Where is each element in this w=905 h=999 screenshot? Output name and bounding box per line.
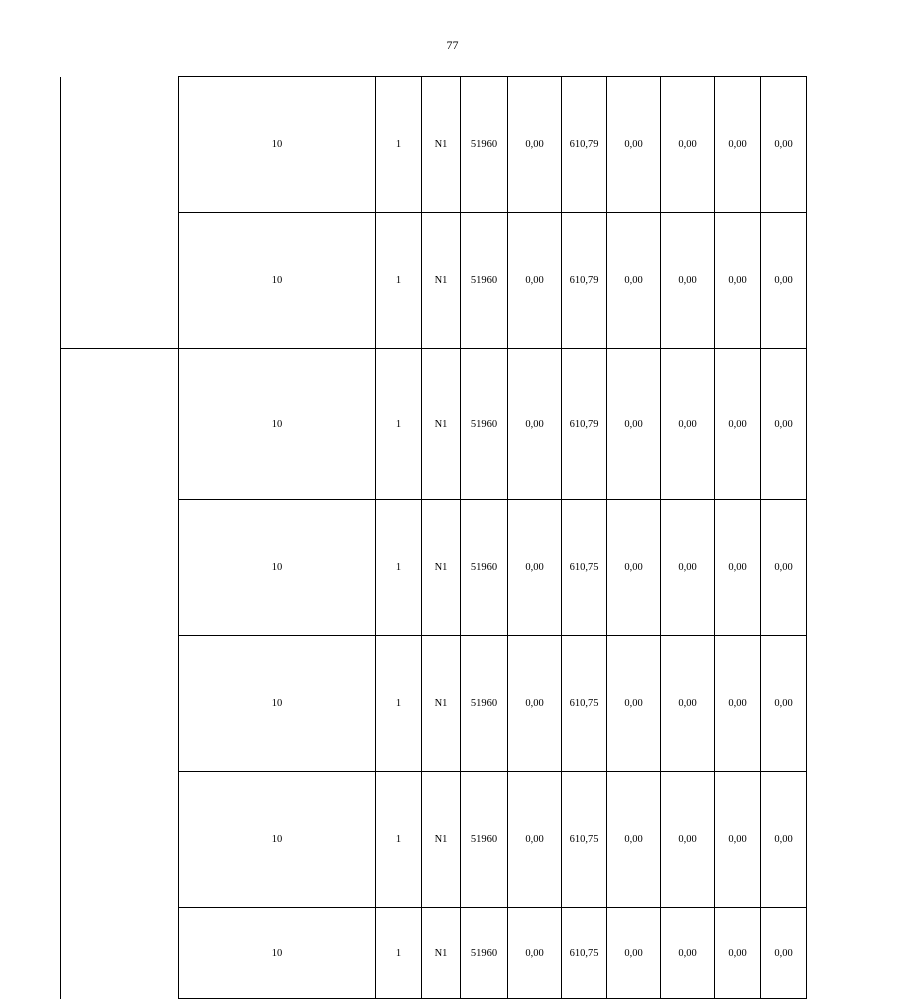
value-cell-8: 0,00 — [661, 77, 715, 213]
value-cell-9: 0,00 — [715, 349, 761, 500]
group-cell — [61, 213, 179, 349]
value-cell-2: 1 — [376, 213, 422, 349]
page-number: 77 — [446, 38, 459, 52]
value-cell-1: 10 — [179, 349, 376, 500]
group-cell — [61, 500, 179, 636]
value-cell-10: 0,00 — [761, 500, 807, 636]
value-cell-1: 10 — [179, 636, 376, 772]
group-cell — [61, 349, 179, 500]
value-cell-1: 10 — [179, 213, 376, 349]
value-cell-3: N1 — [422, 77, 461, 213]
value-cell-7: 0,00 — [607, 213, 661, 349]
value-cell-3: N1 — [422, 500, 461, 636]
value-cell-8: 0,00 — [661, 349, 715, 500]
table-row — [61, 213, 863, 349]
value-cell-10: 0,00 — [761, 349, 807, 500]
value-cell-1: 10 — [179, 908, 376, 999]
value-cell-4: 51960 — [461, 213, 508, 349]
value-cell-9: 0,00 — [715, 213, 761, 349]
value-cell-6: 610,75 — [562, 636, 607, 772]
table-row — [61, 500, 863, 636]
value-cell-7: 0,00 — [607, 500, 661, 636]
value-cell-7: 0,00 — [607, 908, 661, 999]
table-row — [61, 636, 863, 772]
value-cell-6: 610,75 — [562, 908, 607, 999]
value-cell-6: 610,79 — [562, 349, 607, 500]
value-cell-2: 1 — [376, 349, 422, 500]
value-cell-9: 0,00 — [715, 77, 761, 213]
value-cell-2: 1 — [376, 636, 422, 772]
value-cell-6: 610,79 — [562, 77, 607, 213]
value-cell-7: 0,00 — [607, 772, 661, 908]
value-cell-4: 51960 — [461, 636, 508, 772]
value-cell-3: N1 — [422, 636, 461, 772]
value-cell-4: 51960 — [461, 908, 508, 999]
value-cell-5: 0,00 — [508, 500, 562, 636]
value-cell-7: 0,00 — [607, 636, 661, 772]
value-cell-10: 0,00 — [761, 77, 807, 213]
value-cell-2: 1 — [376, 500, 422, 636]
value-cell-5: 0,00 — [508, 636, 562, 772]
value-cell-7: 0,00 — [607, 77, 661, 213]
value-cell-9: 0,00 — [715, 636, 761, 772]
group-cell — [61, 636, 179, 772]
value-cell-10: 0,00 — [761, 772, 807, 908]
value-cell-9: 0,00 — [715, 772, 761, 908]
value-cell-5: 0,00 — [508, 213, 562, 349]
value-cell-8: 0,00 — [661, 772, 715, 908]
value-cell-3: N1 — [422, 772, 461, 908]
value-cell-7: 0,00 — [607, 349, 661, 500]
value-cell-4: 51960 — [461, 77, 508, 213]
value-cell-3: N1 — [422, 908, 461, 999]
value-cell-4: 51960 — [461, 500, 508, 636]
value-cell-1: 10 — [179, 500, 376, 636]
value-cell-5: 0,00 — [508, 908, 562, 999]
value-cell-6: 610,75 — [562, 500, 607, 636]
value-cell-10: 0,00 — [761, 908, 807, 999]
group-cell — [61, 908, 179, 999]
value-cell-8: 0,00 — [661, 500, 715, 636]
value-cell-4: 51960 — [461, 349, 508, 500]
value-cell-2: 1 — [376, 908, 422, 999]
value-cell-8: 0,00 — [661, 908, 715, 999]
value-cell-10: 0,00 — [761, 213, 807, 349]
data-table — [60, 76, 863, 999]
value-cell-2: 1 — [376, 77, 422, 213]
value-cell-9: 0,00 — [715, 500, 761, 636]
table-row — [61, 908, 863, 999]
table-row — [61, 772, 863, 908]
value-cell-5: 0,00 — [508, 772, 562, 908]
group-cell — [61, 772, 179, 908]
value-cell-8: 0,00 — [661, 636, 715, 772]
value-cell-8: 0,00 — [661, 213, 715, 349]
value-cell-10: 0,00 — [761, 636, 807, 772]
value-cell-4: 51960 — [461, 772, 508, 908]
group-cell — [61, 77, 179, 213]
value-cell-1: 10 — [179, 772, 376, 908]
value-cell-6: 610,75 — [562, 772, 607, 908]
value-cell-5: 0,00 — [508, 349, 562, 500]
value-cell-5: 0,00 — [508, 77, 562, 213]
value-cell-6: 610,79 — [562, 213, 607, 349]
table-row — [61, 77, 863, 213]
value-cell-2: 1 — [376, 772, 422, 908]
value-cell-3: N1 — [422, 349, 461, 500]
value-cell-9: 0,00 — [715, 908, 761, 999]
value-cell-1: 10 — [179, 77, 376, 213]
value-cell-3: N1 — [422, 213, 461, 349]
table-row — [61, 349, 863, 500]
